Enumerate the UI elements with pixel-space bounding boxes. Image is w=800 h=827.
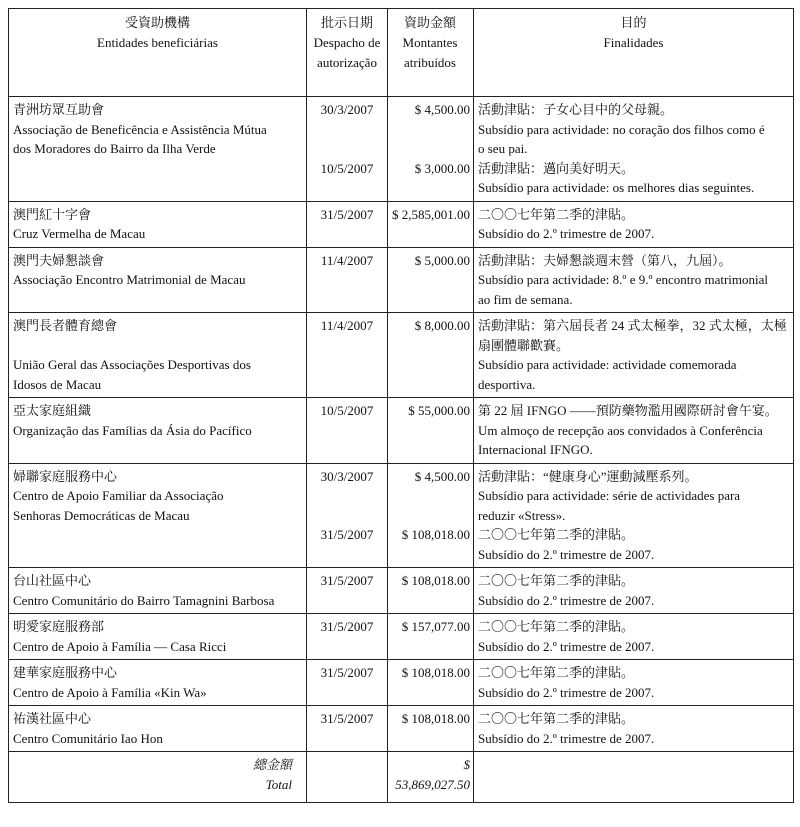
entity-line [13, 545, 302, 565]
table-row [9, 247, 794, 313]
entity-line: 亞太家庭組織 [13, 403, 92, 418]
date-cell [307, 614, 388, 660]
purpose-cell [474, 201, 794, 247]
purpose-line: Subsídio do 2.º trimestre de 2007. [478, 730, 655, 746]
entity-cell [9, 706, 307, 752]
date-line: 31/5/2007 [320, 527, 374, 542]
date-line [311, 486, 383, 506]
date-line: 30/3/2007 [320, 468, 374, 484]
amount-line [392, 178, 470, 198]
total-amount: $ 53,869,027.50 [388, 752, 474, 803]
amount-line: $ 108,018.00 [401, 665, 470, 680]
amount-cell [388, 97, 474, 202]
date-cell [307, 463, 388, 568]
amount-line [392, 545, 470, 565]
total-label-zh: 總金額 [252, 757, 292, 772]
date-line [311, 506, 383, 526]
purpose-line: 活動津貼：第六屆長者 24 式太極拳，32 式太極，太極 [478, 318, 787, 333]
purpose-line: Subsídio do 2.º trimestre de 2007. [478, 684, 655, 700]
entity-line: 台山社區中心 [13, 573, 92, 588]
purpose-line: Subsídio do 2.º trimestre de 2007. [478, 592, 655, 608]
entity-line: Cruz Vermelha de Macau [13, 226, 146, 241]
entity-cell [9, 398, 307, 464]
purpose-line: Um almoço de recepção aos convidados à Conferência [478, 422, 763, 438]
purpose-cell [474, 614, 794, 660]
header-text: 資助金額 [403, 15, 456, 30]
header-text: Finalidades [603, 35, 664, 50]
amount-cell [388, 398, 474, 464]
entity-line: 澳門夫婦懇談會 [13, 252, 105, 268]
table-row [9, 660, 794, 706]
total-row [9, 752, 794, 803]
date-cell [307, 313, 388, 398]
purpose-cell [474, 463, 794, 568]
date-line [311, 139, 383, 159]
entity-line: Organização das Famílias da Ásia do Pacífico [13, 422, 252, 438]
header-row [9, 9, 794, 97]
entity-cell [9, 660, 307, 706]
amount-line: $ 108,018.00 [401, 573, 470, 588]
header-text: 批示日期 [320, 15, 373, 30]
entity-line: Centro de Apoio Familiar da Associação [13, 488, 224, 503]
entity-line: Idosos de Macau [13, 376, 102, 392]
date-cell [307, 201, 388, 247]
date-line: 31/5/2007 [320, 619, 374, 634]
amount-line: $ 4,500.00 [414, 468, 470, 484]
entity-line: 澳門紅十字會 [13, 206, 92, 222]
date-line: 30/3/2007 [320, 102, 374, 117]
purpose-line: 二〇〇七年第二季的津貼。 [478, 527, 635, 542]
amount-cell [388, 463, 474, 568]
amount-cell [388, 706, 474, 752]
date-line: 10/5/2007 [320, 403, 374, 418]
header-text: Despacho de [313, 35, 381, 50]
purpose-line: 二〇〇七年第二季的津貼。 [478, 711, 635, 726]
amount-line: $ 55,000.00 [408, 403, 470, 418]
date-line [311, 545, 383, 565]
table-row [9, 614, 794, 660]
header-text: 目的 [620, 15, 647, 30]
purpose-line: Subsídio do 2.º trimestre de 2007. [478, 546, 655, 562]
table-row [9, 97, 794, 202]
entity-cell [9, 313, 307, 398]
amount-line: $ 8,000.00 [414, 318, 470, 333]
entity-line: Centro Comunitário do Bairro Tamagnini Barbosa [13, 592, 275, 608]
amount-cell [388, 201, 474, 247]
purpose-line: 活動津貼：夫婦懇談週末營（第八，九屆）。 [478, 252, 732, 268]
date-cell [307, 247, 388, 313]
total-label [9, 752, 307, 803]
entity-line: 明愛家庭服務部 [13, 619, 105, 634]
entity-line: 建華家庭服務中心 [13, 665, 118, 680]
total-date-empty [307, 752, 388, 803]
amount-cell [388, 660, 474, 706]
entity-cell [9, 614, 307, 660]
entity-line: Centro de Apoio à Família — Casa Ricci [13, 638, 227, 654]
header-text: 受資助機構 [124, 15, 190, 30]
amount-cell [388, 313, 474, 398]
date-cell [307, 568, 388, 614]
header-amount [388, 9, 474, 97]
header-text: Montantes [402, 35, 458, 50]
table-row [9, 463, 794, 568]
date-cell [307, 398, 388, 464]
purpose-line: 二〇〇七年第二季的津貼。 [478, 573, 635, 588]
entity-line [13, 159, 302, 179]
date-cell [307, 97, 388, 202]
purpose-line: 二〇〇七年第二季的津貼。 [478, 665, 635, 680]
amount-line: $ 2,585,001.00 [392, 206, 470, 222]
amount-line: $ 5,000.00 [414, 252, 470, 268]
purpose-line: Subsídio para actividade: 8.º e 9.º encontro matrimonial [478, 272, 769, 287]
purpose-line: 活動津貼：子女心目中的父母親。 [478, 102, 674, 117]
entity-line: Senhoras Democráticas de Macau [13, 507, 190, 523]
table-row [9, 568, 794, 614]
subsidy-table [8, 8, 794, 803]
purpose-line: Subsídio para actividade: série de actividades para [478, 488, 741, 503]
date-line: 11/4/2007 [320, 318, 374, 333]
entity-cell [9, 568, 307, 614]
purpose-cell [474, 706, 794, 752]
amount-line [392, 506, 470, 526]
date-cell [307, 706, 388, 752]
header-text: autorização [317, 55, 377, 70]
header-date [307, 9, 388, 97]
amount-line: $ 157,077.00 [401, 619, 470, 634]
entity-line: Centro de Apoio à Família «Kin Wa» [13, 684, 207, 700]
purpose-line: 活動津貼：邁向美好明天。 [478, 160, 635, 176]
purpose-cell [474, 313, 794, 398]
amount-cell [388, 247, 474, 313]
purpose-line: Internacional IFNGO. [478, 442, 593, 457]
purpose-cell [474, 568, 794, 614]
purpose-line: Subsídio para actividade: os melhores dias seguintes. [478, 180, 755, 195]
purpose-cell [474, 97, 794, 202]
date-line: 31/5/2007 [320, 206, 374, 222]
purpose-line: 活動津貼：“健康身心”運動減壓系列。 [478, 468, 698, 484]
purpose-line: Subsídio do 2.º trimestre de 2007. [478, 638, 655, 654]
entity-line: 青洲坊眾互助會 [13, 102, 105, 117]
table-row [9, 398, 794, 464]
table-row [9, 313, 794, 398]
purpose-line: 二〇〇七年第二季的津貼。 [478, 206, 635, 222]
total-label-pt: Total [265, 776, 292, 792]
header-text: Entidades beneficiárias [97, 35, 218, 50]
entity-line: Centro Comunitário Iao Hon [13, 730, 163, 746]
date-line: 31/5/2007 [320, 711, 374, 726]
purpose-cell [474, 398, 794, 464]
purpose-line: 二〇〇七年第二季的津貼。 [478, 619, 635, 634]
entity-line: Associação de Beneficência e Assistência Mútua [13, 121, 267, 137]
amount-line [392, 120, 470, 140]
date-line: 10/5/2007 [320, 160, 374, 176]
header-purpose [474, 9, 794, 97]
amount-line: $ 3,000.00 [414, 160, 470, 176]
purpose-line: o seu pai. [478, 141, 528, 156]
amount-cell [388, 614, 474, 660]
date-line: 31/5/2007 [320, 573, 374, 588]
table-row [9, 706, 794, 752]
purpose-cell [474, 247, 794, 313]
date-line: 31/5/2007 [320, 665, 374, 680]
table-row [9, 201, 794, 247]
purpose-line: Subsídio para actividade: no coração dos filhos como é [478, 121, 765, 137]
amount-cell [388, 568, 474, 614]
purpose-line: 扇團體聯歡賽。 [478, 337, 570, 353]
amount-line: $ 4,500.00 [414, 102, 470, 117]
amount-line [392, 139, 470, 159]
date-line: 11/4/2007 [320, 252, 374, 268]
date-line [311, 178, 383, 198]
date-cell [307, 660, 388, 706]
header-entities [9, 9, 307, 97]
entity-line: 澳門長者體育總會 [13, 318, 118, 333]
entity-cell [9, 97, 307, 202]
purpose-line: ao fim de semana. [478, 291, 573, 307]
purpose-line: desportiva. [478, 376, 536, 392]
entity-cell [9, 201, 307, 247]
amount-line [392, 486, 470, 506]
total-purpose-empty [474, 752, 794, 803]
amount-line: $ 108,018.00 [401, 711, 470, 726]
header-text: atribuídos [404, 55, 456, 70]
entity-line: 祐漢社區中心 [13, 711, 92, 726]
entity-line: Associação Encontro Matrimonial de Macau [13, 272, 246, 287]
date-line [311, 120, 383, 140]
entity-line [13, 178, 302, 198]
entity-cell [9, 247, 307, 313]
purpose-line: reduzir «Stress». [478, 507, 566, 523]
purpose-line: Subsídio do 2.º trimestre de 2007. [478, 226, 655, 241]
entity-line [13, 336, 302, 356]
purpose-cell [474, 660, 794, 706]
entity-line [13, 525, 302, 545]
entity-line: 婦聯家庭服務中心 [13, 468, 118, 484]
purpose-line: 第 22 屆 IFNGO ——預防藥物濫用國際研討會午宴。 [478, 403, 778, 418]
entity-cell [9, 463, 307, 568]
entity-line: União Geral das Associações Desportivas dos [13, 357, 251, 372]
amount-line: $ 108,018.00 [401, 527, 470, 542]
entity-line: dos Moradores do Bairro da Ilha Verde [13, 141, 216, 156]
purpose-line: Subsídio para actividade: actividade comemorada [478, 357, 737, 372]
